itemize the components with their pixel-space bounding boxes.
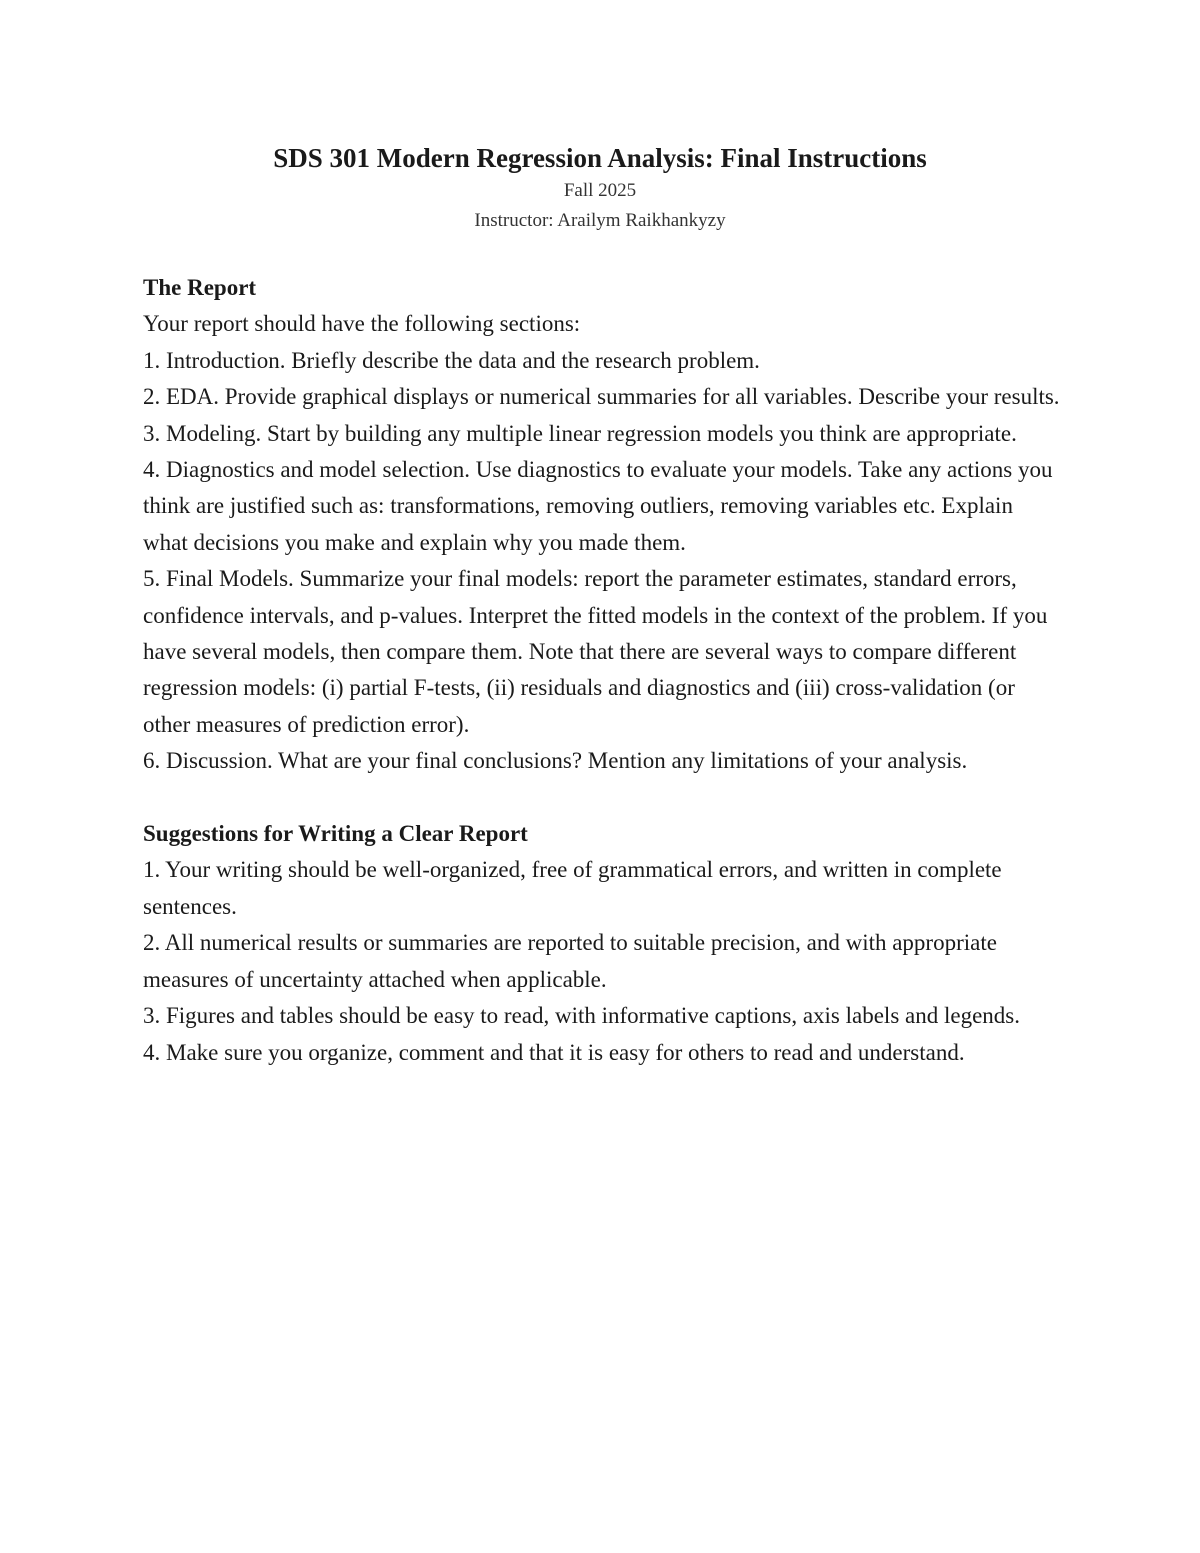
instructor-label: Instructor: Arailym Raikhankyzy — [474, 210, 726, 231]
report-section — [143, 270, 1063, 780]
suggestion-item: 3. Figures and tables should be easy to read, with informative captions, axis labels and legends. — [143, 1003, 1020, 1029]
report-item-modeling: 3. Modeling. Start by building any multiple linear regression models you think are appropriate. — [143, 420, 1017, 446]
suggestion-item: 2. All numerical results or summaries are reported to suitable precision, and with appropriate measures of uncertainty attached when applicable. — [143, 930, 997, 992]
report-item-diagnostics: 4. Diagnostics and model selection. Use diagnostics to evaluate your models. Take any actions you think are justified such as: transformations, removing outliers, removing variables etc. Explain what decisions you make and explain why you made them. — [143, 457, 1053, 555]
suggestions-heading: Suggestions for Writing a Clear Report — [143, 821, 528, 847]
report-item-eda: 2. EDA. Provide graphical displays or numerical summaries for all variables. Describe your results. — [143, 384, 1060, 410]
suggestion-item: 4. Make sure you organize, comment and that it is easy for others to read and understand. — [143, 1039, 965, 1065]
document-header — [0, 140, 1200, 236]
section-divider — [143, 780, 1063, 816]
report-heading: The Report — [143, 275, 257, 300]
page-title: SDS 301 Modern Regression Analysis: Final Instructions — [273, 143, 927, 173]
report-intro: Your report should have the following sections: — [143, 311, 581, 337]
report-item-introduction: 1. Introduction. Briefly describe the data and the research problem. — [143, 347, 760, 373]
document-body — [143, 270, 1063, 1071]
suggestion-item: 1. Your writing should be well-organized, free of grammatical errors, and written in complete sentences. — [143, 857, 1002, 919]
suggestions-section — [143, 816, 1063, 1071]
report-item-final-models: 5. Final Models. Summarize your final models: report the parameter estimates, standard errors, confidence intervals, and p-values. Interpret the fitted models in the context of the problem. If you have several models, then compare them. Note that there are several ways to compare different regression models: (i) partial F-tests, (ii) residuals and diagnostics and (iii) cross-validation (or other measures of prediction error). — [143, 566, 1048, 737]
term-label: Fall 2025 — [563, 180, 637, 201]
report-item-discussion: 6. Discussion. What are your final conclusions? Mention any limitations of your analysis. — [143, 748, 968, 774]
